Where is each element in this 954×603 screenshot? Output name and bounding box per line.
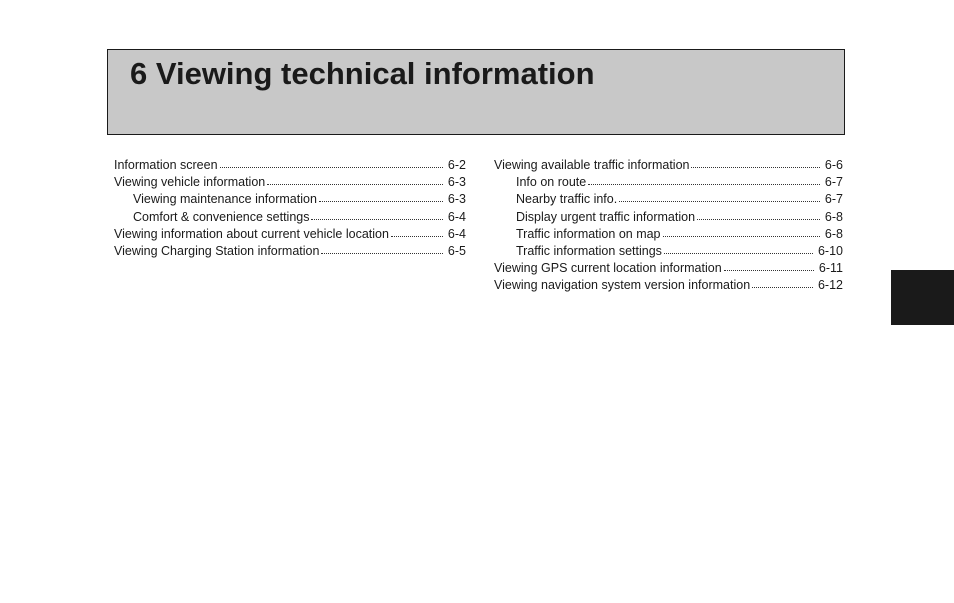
toc-entry[interactable]: [494, 157, 843, 174]
toc-entry-label: Traffic information on map: [516, 226, 661, 241]
toc-entry[interactable]: [494, 174, 843, 191]
toc-entry[interactable]: [494, 191, 843, 208]
toc-entry-page: 6-4: [447, 226, 466, 241]
toc-dot-leader: [752, 287, 813, 288]
toc-entry-page: 6-8: [824, 226, 843, 241]
toc-entry[interactable]: [494, 226, 843, 243]
chapter-header: [107, 49, 845, 135]
toc-dot-leader: [588, 184, 820, 185]
toc-entry-label: Information screen: [114, 158, 218, 172]
toc-entry[interactable]: [114, 243, 466, 260]
toc-entry[interactable]: [114, 157, 466, 174]
toc-dot-leader: [267, 184, 443, 185]
toc-entry-page: 6-5: [447, 243, 466, 258]
toc-dot-leader: [220, 167, 443, 168]
toc-entry-label: Comfort & convenience settings: [133, 209, 310, 224]
toc-entry[interactable]: [114, 209, 466, 226]
toc-entry-page: 6-8: [824, 209, 843, 224]
toc-entry-label: Viewing maintenance information: [133, 192, 317, 207]
toc-entry[interactable]: [114, 226, 466, 243]
toc-dot-leader: [319, 201, 443, 202]
toc-dot-leader: [321, 253, 442, 254]
toc-entry-label: Display urgent traffic information: [516, 209, 696, 224]
toc-entry-label: Viewing information about current vehicle location: [114, 226, 389, 241]
toc-entry-label: Info on route: [516, 175, 587, 190]
toc-entry-label: Viewing Charging Station information: [114, 243, 320, 258]
toc-entry[interactable]: [494, 277, 843, 294]
toc-dot-leader: [663, 236, 820, 237]
toc-dot-leader: [691, 167, 819, 168]
toc-entry-page: 6-11: [818, 261, 843, 276]
toc-dot-leader: [724, 270, 814, 271]
toc-entry-label: Viewing available traffic information: [494, 158, 690, 172]
toc-entry-label: Traffic information settings: [516, 243, 662, 258]
chapter-thumb-tab: [891, 270, 954, 325]
toc-dot-leader: [697, 219, 820, 220]
chapter-title: 6 Viewing technical information: [130, 56, 595, 91]
toc-entry[interactable]: [114, 174, 466, 191]
toc-entry-page: 6-12: [817, 278, 843, 293]
toc-entry[interactable]: [494, 243, 843, 260]
toc-dot-leader: [391, 236, 443, 237]
toc-entry-page: 6-2: [447, 158, 466, 172]
toc-dot-leader: [619, 201, 820, 202]
toc-entry-page: 6-7: [824, 192, 843, 207]
toc-left-column: [114, 157, 466, 260]
toc-entry-page: 6-3: [447, 192, 466, 207]
toc-dot-leader: [664, 253, 813, 254]
toc-entry[interactable]: [114, 191, 466, 208]
toc-entry-page: 6-6: [824, 158, 843, 172]
toc-entry-page: 6-7: [824, 175, 843, 190]
toc-entry-label: Viewing navigation system version information: [494, 278, 751, 293]
toc-entry[interactable]: [494, 209, 843, 226]
toc-entry-label: Viewing vehicle information: [114, 175, 266, 190]
toc-entry[interactable]: [494, 260, 843, 277]
toc-entry-label: Viewing GPS current location information: [494, 261, 722, 276]
toc-entry-page: 6-3: [447, 175, 466, 190]
toc-right-column: [494, 157, 843, 295]
toc-entry-page: 6-10: [817, 243, 843, 258]
toc-dot-leader: [311, 219, 442, 220]
toc-entry-label: Nearby traffic info.: [516, 192, 618, 207]
toc-entry-page: 6-4: [447, 209, 466, 224]
